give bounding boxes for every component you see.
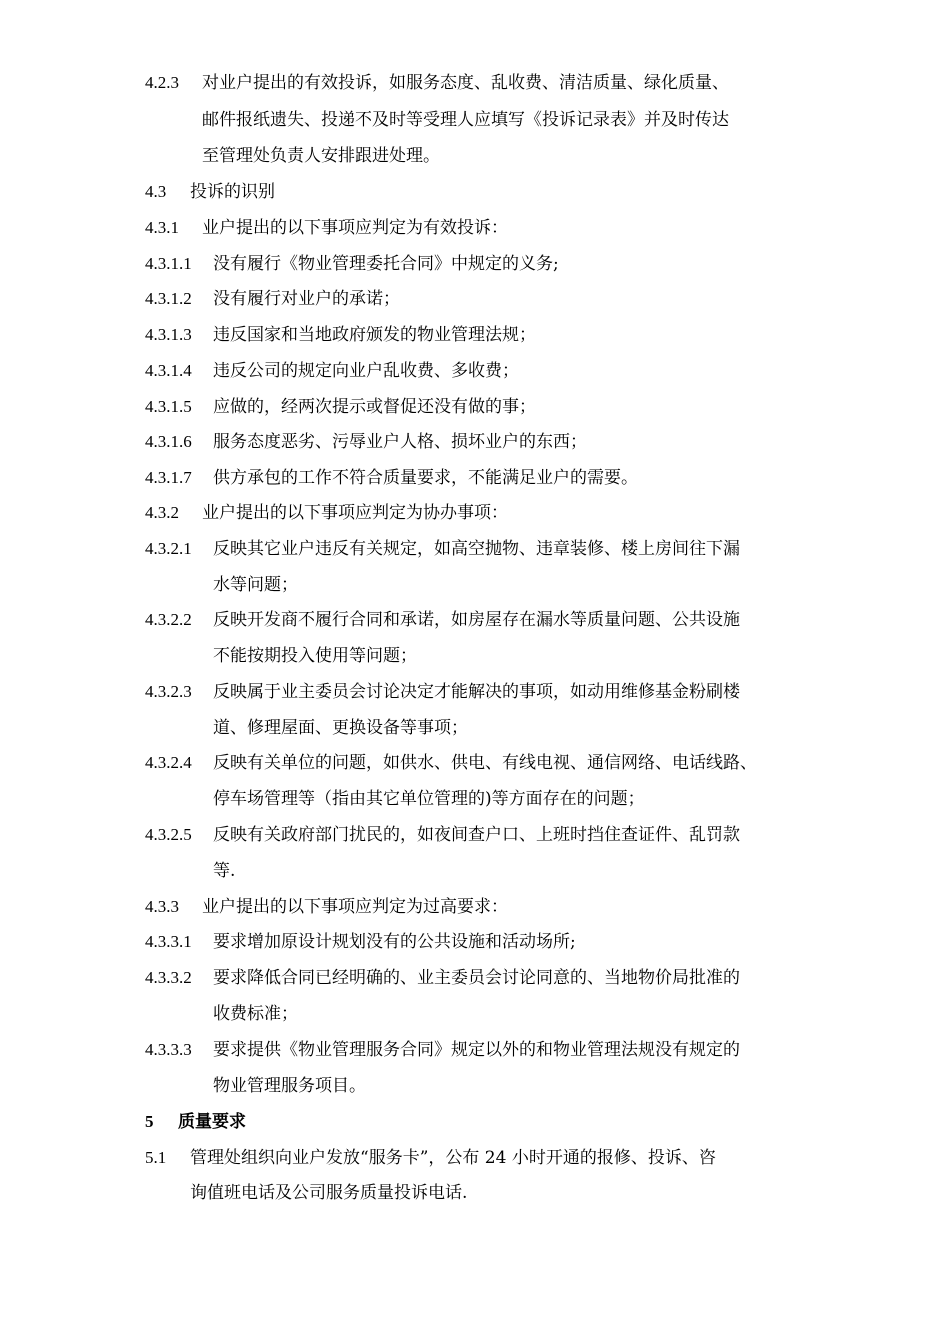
clause-number: 4.2.3 (145, 73, 179, 92)
clause-text: 服务态度恶劣、污辱业户人格、损坏业户的东西； (213, 432, 587, 452)
clause-number: 4.3.2 (145, 503, 179, 522)
clause-text: 管理处组织向业户发放“服务卡”，公布 24 小时开通的报修、投诉、咨 (190, 1148, 716, 1168)
clause-number: 4.3.1.1 (145, 254, 192, 273)
clause-text-continuation: 水等问题； (213, 575, 298, 595)
clause-text: 违反公司的规定向业户乱收费、多收费； (213, 361, 519, 381)
clause-text: 反映有关政府部门扰民的，如夜间查户口、上班时挡住查证件、乱罚款 (213, 825, 740, 845)
clause-number: 4.3.2.2 (145, 610, 192, 629)
clause-number: 4.3.3 (145, 897, 179, 916)
clause-number: 4.3.2.4 (145, 753, 192, 772)
clause-number: 4.3.2.5 (145, 825, 192, 844)
clause-number: 4.3.3.3 (145, 1040, 192, 1059)
clause-text: 没有履行对业户的承诺； (213, 289, 400, 309)
clause-text: 质量要求 (178, 1112, 246, 1132)
clause-number: 4.3.3.2 (145, 968, 192, 987)
clause-text: 违反国家和当地政府颁发的物业管理法规； (213, 325, 536, 345)
clause-text-continuation: 停车场管理等（指由其它单位管理的)等方面存在的问题； (213, 789, 645, 809)
clause-text: 对业户提出的有效投诉，如服务态度、乱收费、清洁质量、绿化质量、 (202, 73, 729, 93)
clause-text-continuation: 询值班电话及公司服务质量投诉电话. (190, 1183, 468, 1203)
clause-text-continuation: 至管理处负责人安排跟进处理。 (202, 146, 440, 166)
clause-number: 4.3.1.6 (145, 432, 192, 451)
clause-text: 反映有关单位的问题，如供水、供电、有线电视、通信网络、电话线路、 (213, 753, 757, 773)
clause-text-continuation: 收费标准； (213, 1004, 298, 1024)
clause-number: 4.3.1 (145, 218, 179, 237)
clause-text: 反映属于业主委员会讨论决定才能解决的事项，如动用维修基金粉刷楼 (213, 682, 740, 702)
clause-text: 应做的，经两次提示或督促还没有做的事； (213, 397, 536, 417)
clause-text: 业户提出的以下事项应判定为过高要求： (202, 897, 508, 917)
clause-text: 供方承包的工作不符合质量要求，不能满足业户的需要。 (213, 468, 638, 488)
clause-number: 4.3.1.5 (145, 397, 192, 416)
clause-text: 要求降低合同已经明确的、业主委员会讨论同意的、当地物价局批准的 (213, 968, 740, 988)
clause-number: 4.3 (145, 182, 167, 201)
clause-text: 反映其它业户违反有关规定，如高空抛物、违章装修、楼上房间往下漏 (213, 539, 740, 559)
clause-number: 4.3.1.2 (145, 289, 192, 308)
clause-number: 4.3.1.3 (145, 325, 192, 344)
clause-text: 业户提出的以下事项应判定为协办事项： (202, 503, 508, 523)
clause-text-continuation: 物业管理服务项目。 (213, 1076, 366, 1096)
clause-number: 4.3.2.1 (145, 539, 192, 558)
clause-text: 反映开发商不履行合同和承诺，如房屋存在漏水等质量问题、公共设施 (213, 610, 740, 630)
clause-number: 4.3.3.1 (145, 932, 192, 951)
clause-number: 5.1 (145, 1148, 167, 1167)
clause-text-continuation: 不能按期投入使用等问题； (213, 646, 417, 666)
clause-text: 要求增加原设计规划没有的公共设施和活动场所; (213, 932, 576, 952)
clause-text-continuation: 邮件报纸遗失、投递不及时等受理人应填写《投诉记录表》并及时传达 (202, 110, 729, 130)
clause-number: 4.3.1.7 (145, 468, 192, 487)
clause-text-continuation: 等. (213, 861, 236, 881)
clause-number: 4.3.1.4 (145, 361, 192, 380)
clause-number: 5 (145, 1112, 154, 1131)
clause-text: 业户提出的以下事项应判定为有效投诉： (202, 218, 508, 238)
clause-text-continuation: 道、修理屋面、更换设备等事项； (213, 718, 468, 738)
clause-text: 要求提供《物业管理服务合同》规定以外的和物业管理法规没有规定的 (213, 1040, 740, 1060)
clause-number: 4.3.2.3 (145, 682, 192, 701)
clause-text: 没有履行《物业管理委托合同》中规定的义务; (213, 254, 559, 274)
clause-text: 投诉的识别 (190, 182, 275, 202)
